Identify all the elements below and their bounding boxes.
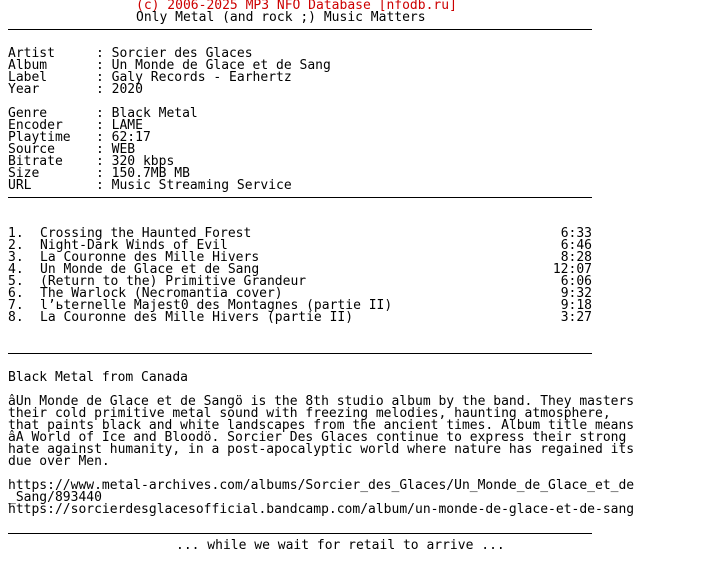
- description-line: due over Men.: [8, 454, 110, 469]
- track-row: 6. The Warlock (Necromantia cover) 9:32: [8, 286, 592, 301]
- info-album: Album : Un Monde de Glace et de Sang: [8, 58, 331, 73]
- separator: :: [96, 58, 104, 73]
- tech-bitrate: Bitrate : 320 kbps: [8, 154, 175, 169]
- separator: :: [96, 82, 104, 97]
- separator: :: [96, 70, 104, 85]
- info-label: Label : Galy Records - Earhertz: [8, 70, 292, 85]
- divider: [8, 528, 720, 540]
- tech-genre: Genre : Black Metal: [8, 106, 198, 121]
- track-row: 7. l’ьternelle Majest0 des Montagnes (partie II) 9:18: [8, 298, 592, 313]
- description-line: that paints black and white landscapes from the ancient times. Album title means: [8, 418, 635, 433]
- track-row: 2. Night-Dark Winds of Evil 6:46: [8, 238, 592, 253]
- blank-line: [8, 336, 720, 348]
- separator: :: [96, 106, 104, 121]
- blank-line: [8, 516, 720, 528]
- metal-archives-link-continued[interactable]: _Sang/893440: [8, 490, 102, 505]
- separator: :: [96, 154, 104, 169]
- tech-playtime: Playtime : 62:17: [8, 130, 151, 145]
- blank-line: [8, 204, 720, 216]
- description-line: hate against humanity, in a post-apocalyptic world where nature has regained its: [8, 442, 635, 457]
- separator: :: [96, 46, 104, 61]
- tracklist: [8, 228, 720, 324]
- separator: :: [96, 166, 104, 181]
- separator: :: [96, 130, 104, 145]
- info-year: Year : 2020: [8, 82, 143, 97]
- divider: [8, 24, 720, 36]
- separator: :: [96, 118, 104, 133]
- bandcamp-link[interactable]: https://sorcierdesglacesofficial.bandcamp.com/album/un-monde-de-glace-et-de-sang: [8, 502, 635, 517]
- separator: :: [96, 142, 104, 157]
- nfo-document: [8, 0, 720, 552]
- tech-encoder: Encoder : LAME: [8, 118, 143, 133]
- divider: [8, 192, 720, 204]
- track-row: 1. Crossing the Haunted Forest 6:33: [8, 226, 592, 241]
- track-row: 3. La Couronne des Mille Hivers 8:28: [8, 250, 592, 265]
- tech-url: URL : Music Streaming Service: [8, 178, 292, 193]
- track-row: 5. (Return to the) Primitive Grandeur 6:06: [8, 274, 592, 289]
- blank-line: [8, 324, 720, 336]
- description-heading: Black Metal from Canada: [8, 370, 189, 385]
- album-info-block: [8, 48, 720, 96]
- separator: :: [96, 178, 104, 193]
- track-row: 8. La Couronne des Mille Hivers (partie II) 3:27: [8, 310, 592, 325]
- description-line: âA World of Ice and Bloodö. Sorcier Des Glaces continue to express their strong: [8, 430, 627, 445]
- footer-note: ... while we wait for retail to arrive ...: [176, 538, 505, 553]
- metal-archives-link[interactable]: https://www.metal-archives.com/albums/Sorcier_des_Glaces/Un_Monde_de_Glace_et_de: [8, 478, 635, 493]
- site-header-link[interactable]: (c) 2006-2025 MP3 NFO Database [nfodb.ru]: [136, 0, 457, 13]
- tech-size: Size : 150.7MB MB: [8, 166, 190, 181]
- site-tagline: Only Metal (and rock ;) Music Matters: [136, 10, 426, 25]
- track-row: 4. Un Monde de Glace et de Sang 12:07: [8, 262, 592, 277]
- tech-info-block: [8, 108, 720, 192]
- links-block: [8, 480, 720, 516]
- info-artist: Artist : Sorcier des Glaces: [8, 46, 253, 61]
- description-block: [8, 396, 720, 468]
- description-line: their cold primitive metal sound with freezing melodies, haunting atmosphere,: [8, 406, 611, 421]
- description-line: âUn Monde de Glace et de Sangö is the 8th studio album by the band. They masters: [8, 394, 635, 409]
- divider: [8, 348, 720, 360]
- tech-source: Source : WEB: [8, 142, 136, 157]
